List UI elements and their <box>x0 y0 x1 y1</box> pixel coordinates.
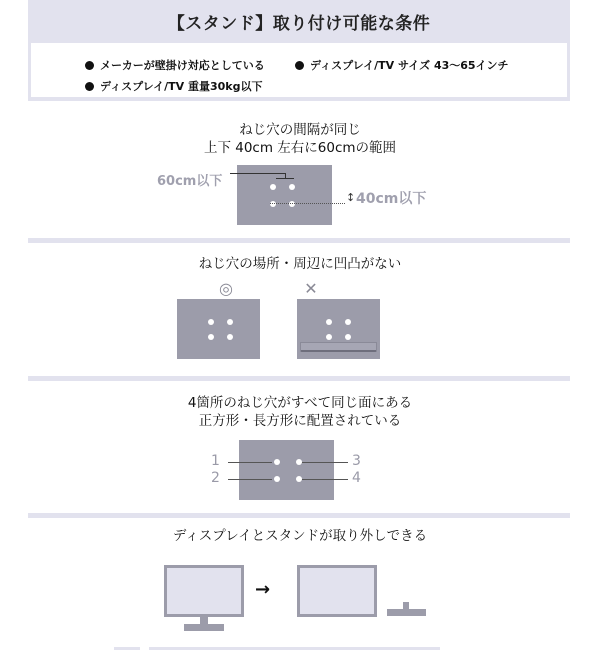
monitor-with-stand-icon <box>164 565 244 617</box>
dimension-arrow-icon <box>276 178 294 179</box>
arrow-right-icon: → <box>255 579 271 600</box>
hole-number: 4 <box>352 470 361 486</box>
condition-item: ディスプレイ/TV サイズ 43〜65インチ <box>295 57 509 73</box>
horizontal-spacing-label: 60cm以下 <box>157 174 223 189</box>
screw-hole <box>227 319 233 325</box>
leader-line <box>228 479 272 480</box>
good-symbol-icon: ◎ <box>219 279 233 298</box>
section-title: 4箇所のねじ穴がすべて同じ面にある 正方形・長方形に配置されている <box>187 395 413 429</box>
screw-hole <box>289 184 295 190</box>
condition-item: ディスプレイ/TV 重量30kg以下 <box>85 78 263 94</box>
screw-hole <box>270 184 276 190</box>
uneven-display-diagram <box>297 299 380 359</box>
screw-hole <box>208 319 214 325</box>
page-title: 【スタンド】取り付け可能な条件 <box>28 0 570 43</box>
screw-hole <box>208 334 214 340</box>
screw-hole <box>227 334 233 340</box>
vertical-spacing-label: 40cm以下 <box>356 191 427 207</box>
monitor-base <box>184 624 224 631</box>
leader-line <box>230 173 285 174</box>
screw-hole <box>326 319 332 325</box>
leader-line <box>228 462 272 463</box>
vertical-arrow-icon: ↕ <box>346 191 356 204</box>
hole-number: 3 <box>352 453 361 469</box>
leader-line <box>302 479 348 480</box>
conditions-box <box>28 43 570 101</box>
screw-hole <box>345 334 351 340</box>
flat-display-diagram <box>177 299 260 359</box>
screw-hole <box>289 201 295 207</box>
bullet-icon <box>85 82 94 91</box>
screw-hole <box>345 319 351 325</box>
dimension-dotted-line <box>270 203 345 204</box>
protrusion-bar <box>300 342 377 352</box>
hole-number: 2 <box>211 470 220 486</box>
detached-monitor-icon <box>297 565 377 617</box>
section-divider <box>28 513 570 518</box>
bullet-icon <box>85 61 94 70</box>
bullet-icon <box>295 61 304 70</box>
bad-symbol-icon: ✕ <box>304 279 318 298</box>
screw-hole <box>274 459 280 465</box>
screw-hole <box>270 201 276 207</box>
section-title: ねじ穴の間隔が同じ 上下 40cm 左右に60cmの範囲 <box>203 122 397 156</box>
hole-number: 1 <box>211 453 220 469</box>
section-title: ねじ穴の場所・周辺に凹凸がない <box>198 256 402 272</box>
leader-line <box>302 462 348 463</box>
section-divider <box>28 376 570 381</box>
section-title: ディスプレイとスタンドが取り外しできる <box>172 528 428 544</box>
section-divider <box>28 238 570 243</box>
screw-hole <box>274 476 280 482</box>
detached-stand-icon <box>387 609 426 616</box>
four-hole-diagram <box>239 440 334 500</box>
condition-item: メーカーが壁掛け対応としている <box>85 57 265 73</box>
screw-hole <box>326 334 332 340</box>
